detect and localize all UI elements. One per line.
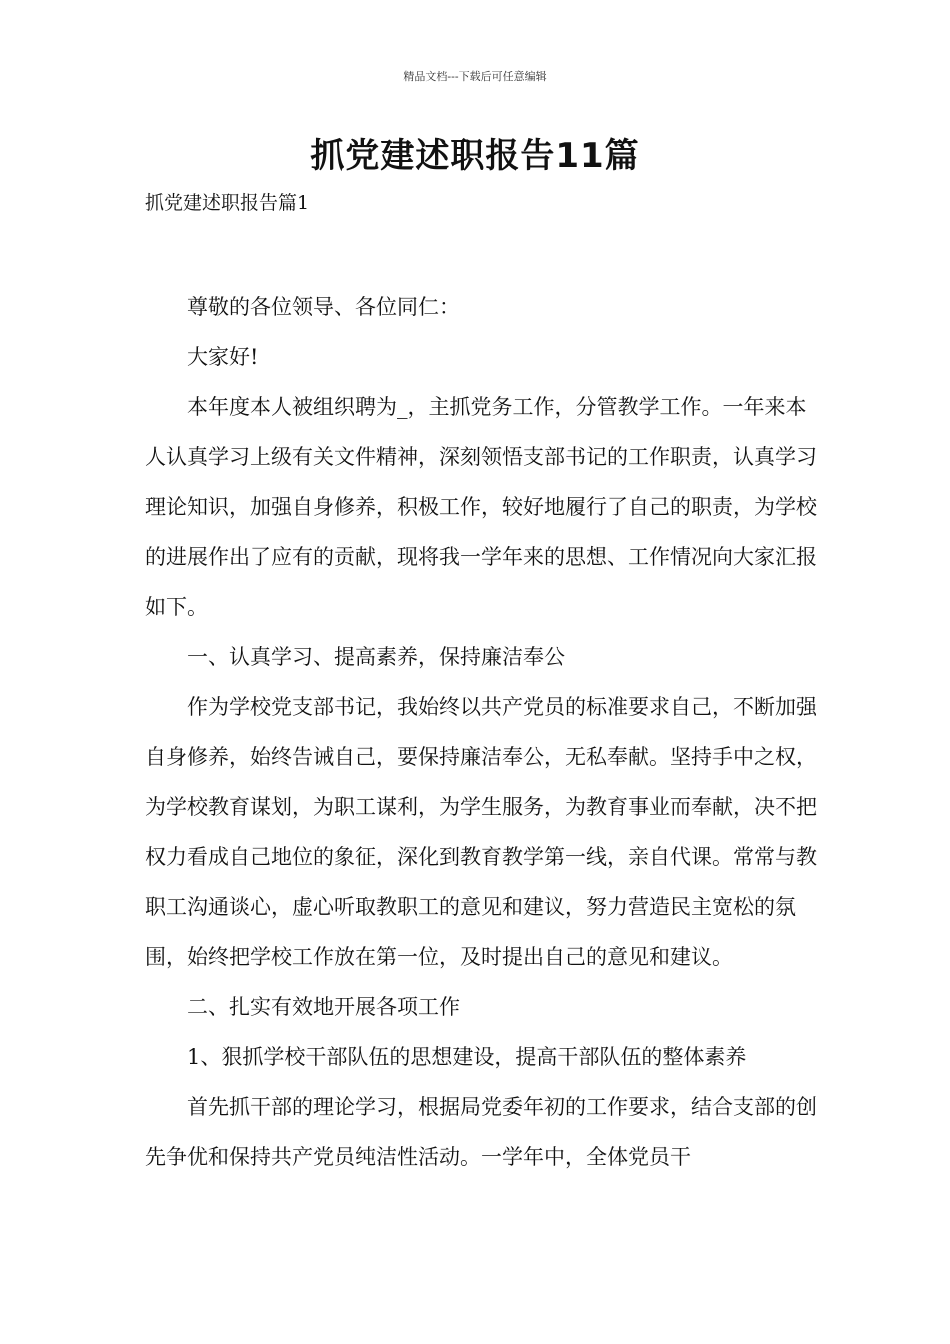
paragraph-2: 首先抓干部的理论学习，根据局党委年初的工作要求，结合支部的创先争优和保持共产党员纯洁性活动。一学年中，全体党员干 [145, 1095, 817, 1169]
paragraph-1: 作为学校党支部书记，我始终以共产党员的标准要求自己，不断加强自身修养，始终告诫自己，要保持廉洁奉公，无私奉献。坚持手中之权，为学校教育谋划，为职工谋利，为学生服务，为教育事业而奉献，决不把权力看成自己地位的象征，深化到教育教学第一线，亲自代课。常常与教职工沟通谈心，虚心听取教职工的意见和建议，努力营造民主宽松的氛围，始终把学校工作放在第一位，及时提出自己的意见和建议。 [145, 695, 817, 969]
subheading-2: 二、扎实有效地开展各项工作 [187, 995, 460, 1019]
section-heading: 抓党建述职报告篇1 [145, 192, 310, 214]
greeting: 大家好! [187, 345, 259, 369]
intro-paragraph: 本年度本人被组织聘为_，主抓党务工作，分管教学工作。一年来本人认真学习上级有关文件精神，深刻领悟支部书记的工作职责，认真学习理论知识，加强自身修养，积极工作，较好地履行了自己的职责，为学校的进展作出了应有的贡献，现将我一学年来的思想、工作情况向大家汇报如下。 [145, 395, 817, 619]
document-title: 抓党建述职报告11篇 [310, 136, 640, 176]
subheading-1: 一、认真学习、提高素养，保持廉洁奉公 [187, 645, 565, 669]
salutation: 尊敬的各位领导、各位同仁： [187, 295, 460, 319]
document-body [145, 282, 825, 1182]
header-note: 精品文档---下载后可任意编辑 [403, 70, 547, 83]
subheading-2-1: 1、狠抓学校干部队伍的思想建设，提高干部队伍的整体素养 [187, 1045, 747, 1069]
